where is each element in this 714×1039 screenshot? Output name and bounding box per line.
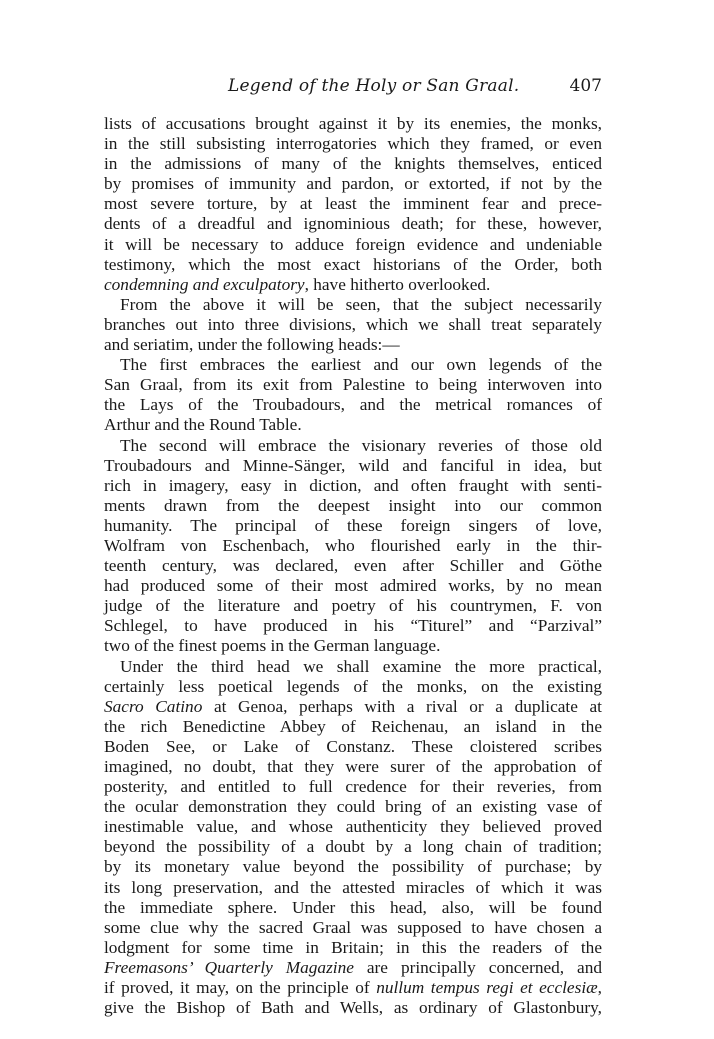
text-line: it will be necessary to adduce foreign evidence and undeniable bbox=[104, 234, 602, 254]
text-line: branches out into three divisions, which we shall treat separately bbox=[104, 314, 602, 334]
text-line: some clue why the sacred Graal was supposed to have chosen a bbox=[104, 917, 602, 937]
text-line: its long preservation, and the attested miracles of which it was bbox=[104, 877, 602, 897]
text-line: Arthur and the Round Table. bbox=[104, 415, 302, 435]
text-line: testimony, which the most exact historians of the Order, both bbox=[104, 254, 602, 274]
text-line: the ocular demonstration they could bring of an existing vase of bbox=[104, 797, 602, 817]
text-line: Sacro Catino at Genoa, perhaps with a rival or a duplicate at bbox=[104, 696, 602, 716]
page-number: 407 bbox=[569, 76, 602, 96]
text-line: most severe torture, by at least the imminent fear and prece- bbox=[104, 194, 602, 214]
italic-phrase: Sacro Catino bbox=[104, 696, 203, 716]
text-line: judge of the literature and poetry of his countrymen, F. von bbox=[104, 596, 602, 616]
text-line: teenth century, was declared, even after Schiller and Göthe bbox=[104, 556, 602, 576]
text-line: Wolfram von Eschenbach, who flourished early in the thir- bbox=[104, 535, 602, 555]
text-line: The first embraces the earliest and our own legends of the bbox=[120, 355, 602, 375]
text-line: Freemasons’ Quarterly Magazine are principally concerned, and bbox=[104, 957, 603, 977]
text-line: humanity. The principal of these foreign singers of love, bbox=[104, 515, 602, 535]
text-line: From the above it will be seen, that the subject necessarily bbox=[120, 294, 602, 314]
italic-phrase: Freemasons’ Quarterly Magazine bbox=[104, 957, 354, 977]
text-line: inestimable value, and whose authenticity they believed proved bbox=[104, 817, 602, 837]
text-line: had produced some of their most admired works, by no mean bbox=[104, 576, 602, 596]
text-line: two of the finest poems in the German language. bbox=[104, 636, 441, 656]
text-line: rich in imagery, easy in diction, and often fraught with senti- bbox=[104, 475, 602, 495]
italic-phrase: nullum tempus regi et ecclesiæ bbox=[376, 978, 598, 998]
text-line: the rich Benedictine Abbey of Reichenau, an island in the bbox=[104, 716, 602, 736]
text-line: beyond the possibility of a doubt by a long chain of tradition; bbox=[104, 837, 602, 857]
text-line: The second will embrace the visionary reveries of those old bbox=[120, 435, 602, 455]
text-line: Troubadours and Minne-Sänger, wild and fanciful in idea, but bbox=[104, 455, 602, 475]
text-line: in the still subsisting interrogatories which they framed, or even bbox=[104, 134, 602, 154]
text-line: posterity, and entitled to full credence for their reveries, from bbox=[104, 777, 602, 797]
text-line: Schlegel, to have produced in his “Titurel” and “Parzival” bbox=[104, 616, 602, 636]
text-line: and seriatim, under the following heads:— bbox=[104, 335, 400, 355]
body-text bbox=[104, 114, 602, 1018]
text-line: if proved, it may, on the principle of nullum tempus regi et ecclesiæ, bbox=[104, 978, 602, 998]
text-line: give the Bishop of Bath and Wells, as ordinary of Glastonbury, bbox=[104, 998, 602, 1018]
text-line: lists of accusations brought against it by its enemies, the monks, bbox=[104, 114, 602, 133]
text-line: certainly less poetical legends of the monks, on the existing bbox=[104, 676, 602, 696]
running-header bbox=[104, 76, 602, 102]
text-line: lodgment for some time in Britain; in this the readers of the bbox=[104, 937, 602, 957]
running-title: Legend of the Holy or San Graal. bbox=[228, 76, 520, 96]
text-line: by its monetary value beyond the possibility of purchase; by bbox=[104, 857, 602, 877]
text-line: condemning and exculpatory, have hitherto overlooked. bbox=[104, 274, 491, 294]
text-line: by promises of immunity and pardon, or extorted, if not by the bbox=[104, 174, 602, 194]
text-line: dents of a dreadful and ignominious death; for these, however, bbox=[104, 214, 602, 234]
text-line: the Lays of the Troubadours, and the metrical romances of bbox=[104, 395, 602, 415]
text-line: Boden See, or Lake of Constanz. These cloistered scribes bbox=[104, 736, 602, 756]
text-line: the immediate sphere. Under this head, also, will be found bbox=[104, 897, 602, 917]
text-line: San Graal, from its exit from Palestine to being interwoven into bbox=[104, 375, 602, 395]
text-line: imagined, no doubt, that they were surer of the approbation of bbox=[104, 757, 602, 776]
text-line: ments drawn from the deepest insight into our common bbox=[104, 495, 602, 515]
text-line: Under the third head we shall examine the more practical, bbox=[120, 656, 602, 676]
italic-phrase: condemning and exculpatory bbox=[104, 274, 305, 294]
text-line: in the admissions of many of the knights themselves, enticed bbox=[104, 154, 602, 174]
